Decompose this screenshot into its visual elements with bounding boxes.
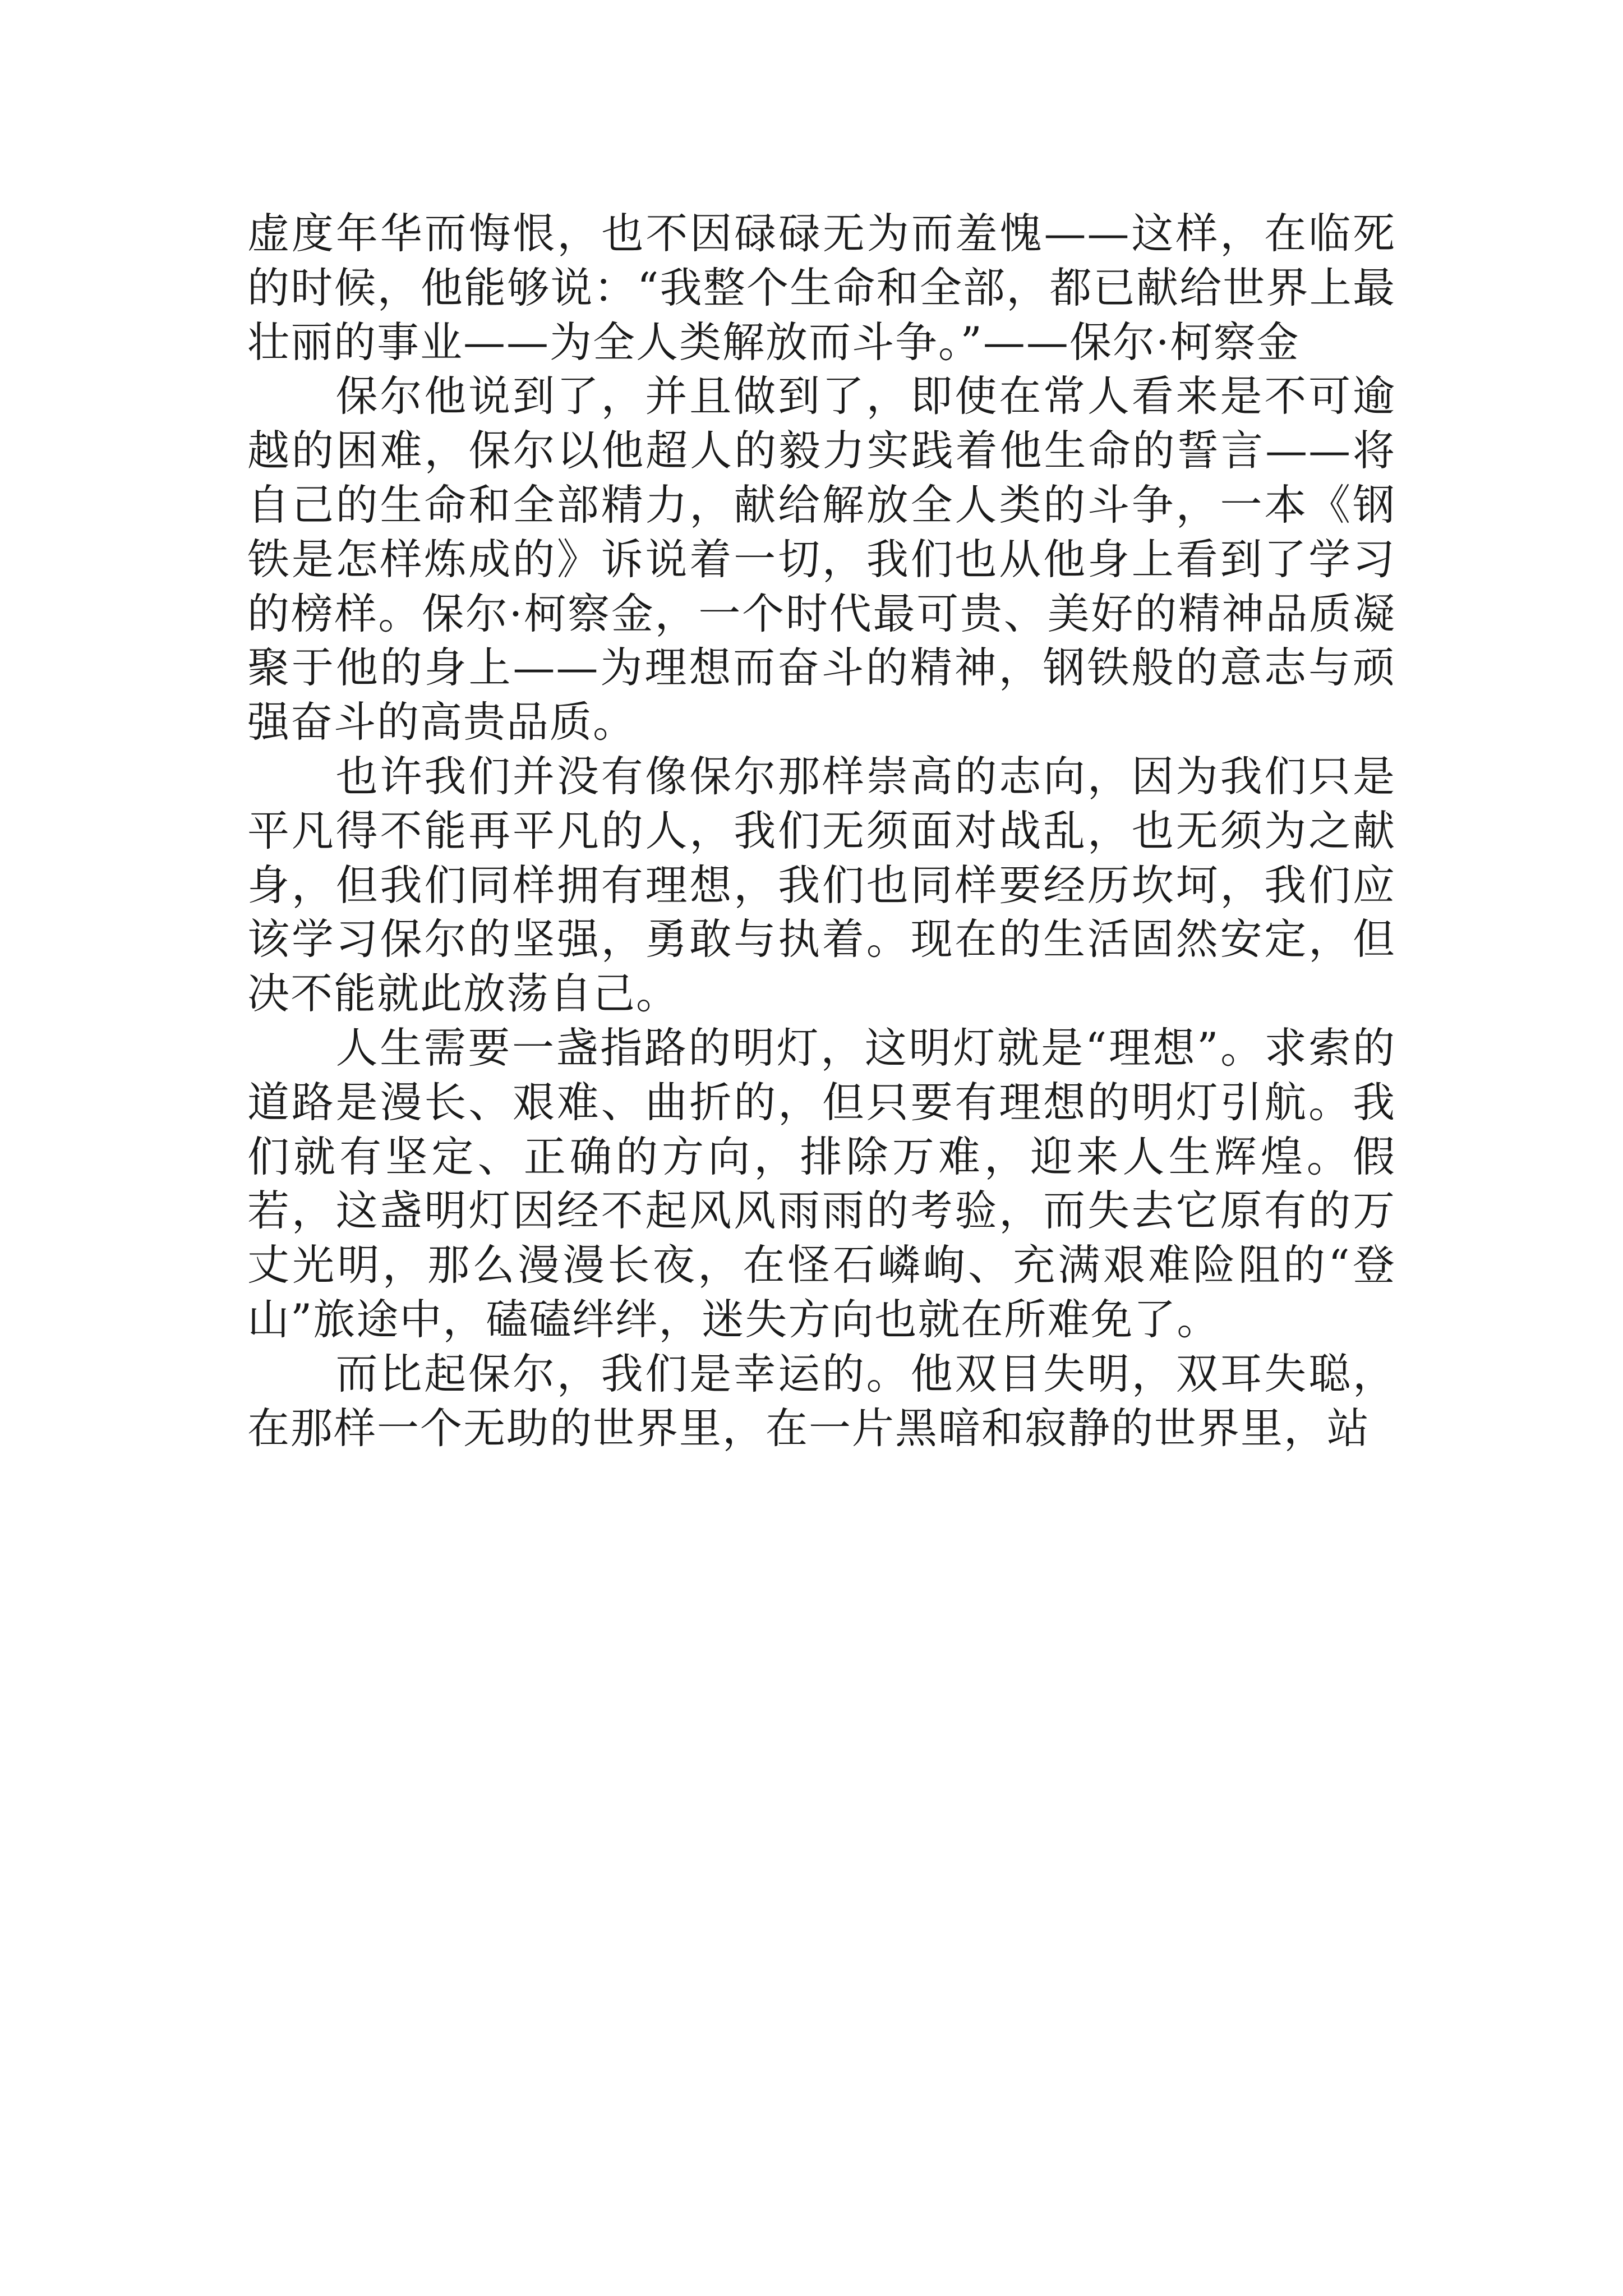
paragraph-3: 也许我们并没有像保尔那样崇高的志向，因为我们只是平凡得不能再平凡的人，我们无须面对战乱，也无须为之献身，但我们同样拥有理想，我们也同样要经历坎坷，我们应该学习保尔的坚强，勇敢与执着。现在的生活固然安定，但决不能就此放荡自己。 xyxy=(247,751,1396,1019)
body-text xyxy=(247,206,1396,1455)
paragraph-2: 保尔他说到了，并且做到了，即使在常人看来是不可逾越的困难，保尔以他超人的毅力实践着他生命的誓言——将自己的生命和全部精力，献给解放全人类的斗争，一本《钢铁是怎样炼成的》诉说着一切，我们也从他身上看到了学习的榜样。保尔·柯察金，一个时代最可贵、美好的精神品质凝聚于他的身上——为理想而奋斗的精神，钢铁般的意志与顽强奋斗的高贵品质。 xyxy=(247,371,1396,747)
paragraph-4: 人生需要一盏指路的明灯，这明灯就是“理想”。求索的道路是漫长、艰难、曲折的，但只要有理想的明灯引航。我们就有坚定、正确的方向，排除万难，迎来人生辉煌。假若，这盏明灯因经不起风风雨雨的考验，而失去它原有的万丈光明，那么漫漫长夜，在怪石嶙峋、充满艰难险阻的“登山”旅途中，磕磕绊绊，迷失方向也就在所难免了。 xyxy=(247,1023,1396,1344)
paragraph-continued: 虚度年华而悔恨，也不因碌碌无为而羞愧——这样，在临死的时候，他能够说：“我整个生命和全部，都已献给世界上最壮丽的事业——为全人类解放而斗争。”——保尔·柯察金 xyxy=(247,209,1396,367)
paragraph-5: 而比起保尔，我们是幸运的。他双目失明，双耳失聪，在那样一个无助的世界里，在一片黑暗和寂静的世界里，站 xyxy=(247,1349,1396,1453)
